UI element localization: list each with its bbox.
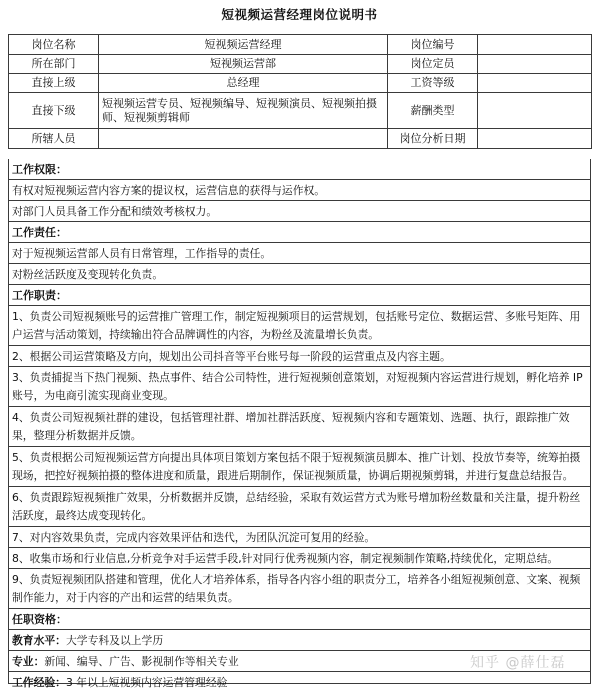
label-analysis-date: 岗位分析日期 — [388, 129, 478, 149]
experience-label: 工作经验： — [12, 676, 66, 689]
value-pay-type — [478, 93, 592, 129]
section-heading-authority: 工作权限： — [9, 159, 590, 180]
value-salary-grade — [478, 74, 592, 93]
section-heading-responsibility: 工作责任： — [9, 222, 590, 243]
label-staff: 所辖人员 — [9, 129, 99, 149]
document-title: 短视频运营经理岗位说明书 — [221, 7, 378, 22]
duty-item: 6、负责跟踪短视频推广效果，分析数据并反馈，总结经验，采取有效运营方式为账号增加粉丝数量和关注量，提升粉丝活跃度，最终达成变现转化。 — [9, 487, 590, 527]
duty-item: 5、负责根据公司短视频运营方向提出具体项目策划方案包括不限于短视频演员脚本、推广计划、投放节奏等，统筹拍摄现场，把控好视频拍摄的整体进度和质量，跟进后期制作，保证视频质量，协调后期视频剪辑，并进行复盘总结报告。 — [9, 447, 590, 487]
label-position-id: 岗位编号 — [388, 35, 478, 55]
duty-item: 1、负责公司短视频账号的运营推广管理工作，制定短视频项目的运营规划，包括账号定位、数据运营、多账号矩阵、用户运营与活动策划，持续输出符合品牌调性的内容，为粉丝及流量增长负责。 — [9, 306, 590, 346]
major-value: 新闻、编导、广告、影视制作等相关专业 — [44, 655, 239, 668]
label-headcount: 岗位定员 — [388, 55, 478, 74]
value-staff — [99, 129, 388, 149]
info-row-position — [9, 35, 592, 55]
label-supervisor: 直接上级 — [9, 74, 99, 93]
label-pay-type: 薪酬类型 — [388, 93, 478, 129]
duty-item: 9、负责短视频团队搭建和管理，优化人才培养体系，指导各内容小组的职责分工，培养各小组短视频创意、文案、视频制作能力，对于内容的产出和运营的结果负责。 — [9, 569, 590, 609]
info-row-staff — [9, 129, 592, 149]
info-row-department — [9, 55, 592, 74]
duty-item: 4、负责公司短视频社群的建设，包括管理社群、增加社群活跃度、短视频内容和专题策划、选题、执行，跟踪推广效果，整理分析数据并反馈。 — [9, 407, 590, 447]
value-supervisor: 总经理 — [99, 74, 388, 93]
label-department: 所在部门 — [9, 55, 99, 74]
label-subordinates: 直接下级 — [9, 93, 99, 129]
duty-item: 8、收集市场和行业信息,分析竞争对手运营手段,针对同行优秀视频内容，制定视频制作策略,持续优化，定期总结。 — [9, 548, 590, 569]
label-salary-grade: 工资等级 — [388, 74, 478, 93]
responsibility-item: 对于短视频运营部人员有日常管理，工作指导的责任。 — [9, 243, 590, 264]
authority-item: 对部门人员具备工作分配和绩效考核权力。 — [9, 201, 590, 222]
education-value: 大学专科及以上学历 — [65, 634, 164, 647]
qualification-experience — [9, 672, 590, 693]
value-position-name: 短视频运营经理 — [99, 35, 388, 55]
major-label: 专业： — [12, 655, 45, 668]
value-position-id — [478, 35, 592, 55]
section-heading-duties: 工作职责： — [9, 285, 590, 306]
duty-item: 2、根据公司运营策略及方向，规划出公司抖音等平台账号每一阶段的运营重点及内容主题。 — [9, 346, 590, 367]
label-position-name: 岗位名称 — [9, 35, 99, 55]
value-analysis-date — [478, 129, 592, 149]
section-heading-qualification: 任职资格： — [9, 609, 590, 630]
authority-item: 有权对短视频运营内容方案的提议权，运营信息的获得与运作权。 — [9, 180, 590, 201]
qualification-education — [9, 630, 590, 651]
job-info-table — [8, 34, 592, 149]
value-headcount — [478, 55, 592, 74]
education-label: 教育水平： — [12, 634, 66, 647]
responsibility-item: 对粉丝活跃度及变现转化负责。 — [9, 264, 590, 285]
experience-value: 3 年以上短视频内容运营管理经验 — [65, 676, 228, 689]
duty-item: 7、对内容效果负责，完成内容效果评估和迭代，为团队沉淀可复用的经验。 — [9, 527, 590, 548]
value-subordinates: 短视频运营专员、短视频编导、短视频演员、短视频拍摄师、短视频剪辑师 — [99, 93, 388, 129]
job-description-body — [8, 159, 591, 689]
info-row-subordinates — [9, 93, 592, 129]
info-row-supervisor — [9, 74, 592, 93]
duty-item: 3、负责捕捉当下热门视频、热点事件、结合公司特性，进行短视频创意策划，对短视频内容运营进行规划，孵化培养 IP 账号，为电商引流实现商业变现。 — [9, 367, 590, 407]
value-department: 短视频运营部 — [99, 55, 388, 74]
watermark: 知乎 @薛仕磊 — [470, 655, 566, 671]
